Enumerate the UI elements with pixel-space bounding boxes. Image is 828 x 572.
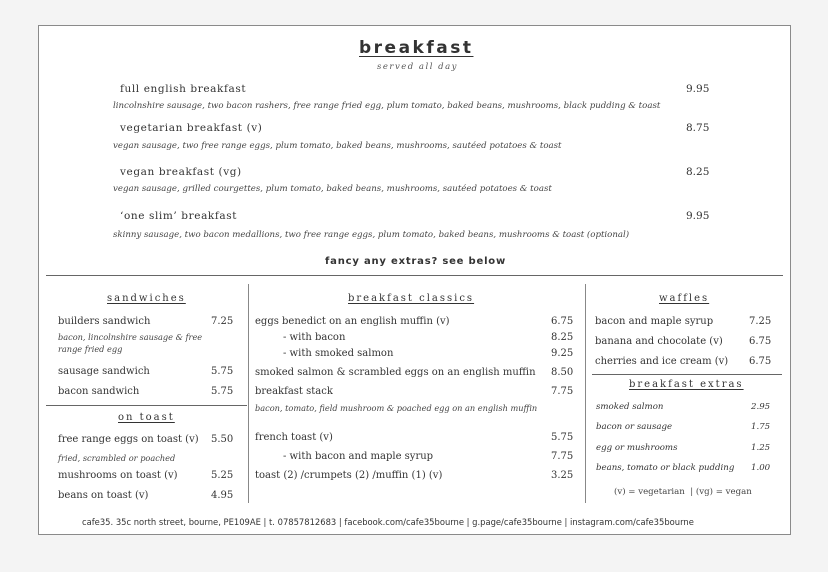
main-item-price: 9.95 [686,83,710,95]
classics-item-price: 5.75 [551,432,574,443]
main-item-name: vegan breakfast (vg) [120,166,242,178]
sandwich-item-price: 5.75 [211,386,234,397]
classics-item-name: - with bacon [283,332,346,343]
classics-item-price: 6.75 [551,316,574,327]
sandwich-item-name: bacon sandwich [58,386,140,397]
column-divider [248,284,249,503]
classics-item-name: french toast (v) [255,432,333,443]
extras-item-name: egg or mushrooms [596,443,678,453]
menu-frame [38,25,791,535]
on-toast-item-desc: fried, scrambled or poached [58,453,176,463]
extras-callout: fancy any extras? see below [325,256,507,267]
sandwiches-heading: sandwiches [107,293,186,304]
sandwich-item-price: 5.75 [211,366,234,377]
diet-legend: (v) = vegetarian | (vg) = vegan [614,487,752,497]
sandwich-item-desc: bacon, lincolnshire sausage & free range fried egg [58,332,203,354]
waffle-item-price: 6.75 [749,356,772,367]
classics-item-desc: bacon, tomato, field mushroom & poached egg on an english muffin [255,403,538,413]
section-divider [46,275,783,276]
classics-item-price: 9.25 [551,348,574,359]
main-item-name: vegetarian breakfast (v) [120,122,263,134]
sandwich-item-price: 7.25 [211,316,234,327]
main-item-desc: vegan sausage, grilled courgettes, plum tomato, baked beans, mushrooms, sautéed potatoes & toast [113,184,552,194]
menu-subtitle: served all day [377,62,458,72]
waffle-item-name: banana and chocolate (v) [595,336,723,347]
sandwich-item-name: builders sandwich [58,316,151,327]
waffle-item-name: bacon and maple syrup [595,316,714,327]
waffles-heading: waffles [659,293,710,304]
extras-item-name: smoked salmon [596,402,664,412]
on-toast-item-name: free range eggs on toast (v) [58,434,199,445]
waffle-item-name: cherries and ice cream (v) [595,356,729,367]
extras-item-price: 1.75 [751,422,771,432]
waffle-item-price: 7.25 [749,316,772,327]
classics-item-price: 7.75 [551,386,574,397]
classics-item-price: 7.75 [551,451,574,462]
on-toast-item-name: beans on toast (v) [58,490,149,501]
waffle-item-price: 6.75 [749,336,772,347]
classics-item-name: toast (2) /crumpets (2) /muffin (1) (v) [255,470,443,481]
classics-item-name: eggs benedict on an english muffin (v) [255,316,450,327]
classics-heading: breakfast classics [348,293,475,304]
main-item-price: 9.95 [686,210,710,222]
extras-heading: breakfast extras [629,379,744,390]
on-toast-heading: on toast [118,412,175,423]
classics-item-name: - with smoked salmon [283,348,394,359]
on-toast-item-price: 5.25 [211,470,234,481]
main-item-desc: skinny sausage, two bacon medallions, two free range eggs, plum tomato, baked beans, mushrooms & toast (optional) [113,230,630,240]
main-item-desc: lincolnshire sausage, two bacon rashers, free range fried egg, plum tomato, baked beans, mushrooms, black pudding & toast [113,101,661,111]
main-item-name: full english breakfast [120,83,247,95]
waffles-divider [592,374,782,375]
footer-contact: cafe35. 35c north street, bourne, PE109AE | t. 07857812683 | facebook.com/cafe35bourne | g.page/cafe35bourne | instagram.com/cafe35bourne [82,517,694,527]
extras-item-name: bacon or sausage [596,422,673,432]
main-item-price: 8.25 [686,166,710,178]
classics-item-name: breakfast stack [255,386,333,397]
extras-item-price: 1.25 [751,443,771,453]
extras-item-price: 1.00 [751,463,771,473]
extras-item-price: 2.95 [751,402,771,412]
sandwich-item-name: sausage sandwich [58,366,150,377]
main-item-desc: vegan sausage, two free range eggs, plum tomato, baked beans, mushrooms, sautéed potatoes & toast [113,141,562,151]
classics-item-name: smoked salmon & scrambled eggs on an english muffin [255,367,536,378]
main-item-name: ‘one slim’ breakfast [120,210,238,222]
main-item-price: 8.75 [686,122,710,134]
classics-item-name: - with bacon and maple syrup [283,451,434,462]
on-toast-item-price: 5.50 [211,434,234,445]
menu-title: breakfast [359,38,474,58]
classics-item-price: 3.25 [551,470,574,481]
classics-item-price: 8.25 [551,332,574,343]
classics-item-price: 8.50 [551,367,574,378]
on-toast-item-price: 4.95 [211,490,234,501]
column-divider [585,284,586,503]
on-toast-item-name: mushrooms on toast (v) [58,470,178,481]
sandwiches-divider [46,405,247,406]
extras-item-name: beans, tomato or black pudding [596,463,735,473]
